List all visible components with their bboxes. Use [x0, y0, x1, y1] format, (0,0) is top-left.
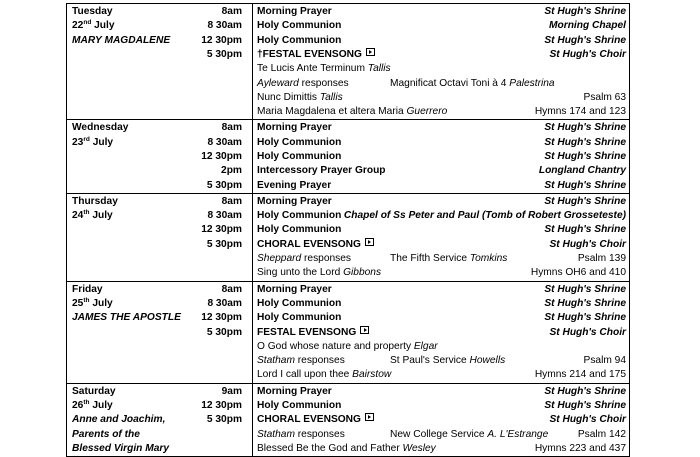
service-location: St Hugh's Shrine — [544, 195, 626, 207]
schedule-row — [67, 399, 629, 413]
service-name-text: Morning Prayer — [257, 6, 332, 17]
schedule-row — [67, 326, 629, 340]
service-time: 9am — [221, 385, 242, 397]
composer-name: Statham — [257, 355, 295, 367]
service-name — [257, 209, 341, 223]
date-label — [72, 136, 113, 150]
service-name-text: Intercessory Prayer Group — [257, 165, 386, 177]
date-number: 26 — [72, 400, 84, 412]
service-name — [257, 34, 341, 48]
music-item — [257, 105, 447, 119]
music-title: Lord I call upon thee — [257, 369, 353, 381]
service-name — [257, 223, 341, 237]
service-name-text: Holy Communion — [257, 20, 342, 32]
service-name — [257, 399, 341, 413]
day-block-thursday — [66, 193, 630, 281]
service-name — [257, 19, 341, 33]
service-name-text: Morning Prayer — [257, 195, 332, 207]
date-suffix: rd — [83, 135, 90, 143]
schedule-row — [67, 77, 629, 91]
service-name-text: Holy Communion — [257, 224, 342, 236]
date-label — [72, 209, 113, 223]
schedule-row — [67, 354, 629, 368]
service-schedule — [66, 0, 630, 454]
service-name-text: Morning Prayer — [257, 122, 332, 134]
setting-title: The Fifth Service — [390, 253, 470, 265]
service-name — [257, 121, 332, 135]
psalm-hymns: Hymns 174 and 123 — [534, 106, 626, 118]
composer-name: Sheppard — [257, 253, 302, 265]
schedule-row — [67, 150, 629, 164]
service-name-text: Holy Communion — [257, 400, 342, 412]
schedule-row — [67, 413, 629, 427]
service-name-text: CHORAL EVENSONG — [257, 238, 361, 250]
composer-name: Tomkins — [469, 253, 508, 265]
schedule-row — [67, 442, 629, 456]
psalm-hymns: Psalm 63 — [583, 91, 626, 103]
schedule-row — [67, 34, 629, 48]
canticle-setting — [390, 354, 505, 368]
service-location: St Hugh's Shrine — [544, 312, 626, 324]
service-name-text: Holy Communion — [257, 210, 342, 222]
schedule-row — [67, 19, 629, 33]
schedule-row — [67, 195, 629, 209]
service-time: 12 30pm — [201, 312, 242, 324]
composer-name: Bairstow — [352, 369, 392, 381]
music-title: Blessed Be the God and Father — [257, 442, 403, 454]
play-icon — [360, 326, 369, 334]
service-location: St Hugh's Shrine — [544, 385, 626, 397]
service-time: 8 30am — [207, 136, 242, 148]
schedule-row — [67, 428, 629, 442]
service-time: 8am — [221, 195, 242, 207]
service-location: St Hugh's Shrine — [544, 34, 626, 46]
play-icon — [365, 238, 374, 246]
service-name-text: Evening Prayer — [257, 179, 332, 191]
service-name-text: Holy Communion — [257, 150, 342, 162]
service-time: 8am — [221, 283, 242, 295]
service-time: 8am — [221, 122, 242, 134]
service-name — [257, 297, 341, 311]
service-name — [257, 164, 386, 178]
service-time: 2pm — [221, 165, 242, 177]
date-month: July — [92, 136, 114, 148]
service-time: 5 30pm — [206, 179, 242, 191]
schedule-row — [67, 105, 629, 119]
setting-title: Magnificat Octavi Toni à 4 — [390, 77, 510, 89]
psalm-hymns: Hymns 223 and 437 — [534, 442, 626, 454]
service-location: St Hugh's Shrine — [544, 136, 626, 148]
day-name: Wednesday — [72, 122, 129, 134]
day-name: Saturday — [72, 385, 116, 397]
schedule-row — [67, 48, 629, 62]
schedule-row — [67, 252, 629, 266]
composer-name: Gibbons — [343, 267, 382, 279]
day-block-friday — [66, 281, 630, 383]
schedule-row — [67, 340, 629, 354]
music-title: responses — [294, 428, 345, 440]
music-item — [257, 368, 391, 382]
service-location: St Hugh's Shrine — [544, 179, 626, 191]
service-location: St Hugh's Shrine — [544, 6, 626, 17]
schedule-row — [67, 121, 629, 135]
composer-name: Statham — [257, 428, 295, 440]
schedule-row — [67, 238, 629, 252]
day-block-saturday — [66, 383, 630, 457]
service-name — [257, 48, 362, 62]
music-item — [257, 442, 436, 456]
service-time: 12 30pm — [201, 34, 242, 46]
date-month: July — [94, 20, 115, 32]
service-time: 5 30pm — [206, 238, 242, 250]
date-number: 22 — [72, 20, 84, 32]
psalm-hymns: Psalm 139 — [577, 253, 626, 265]
service-name — [257, 179, 331, 193]
feast-name: MARY MAGDALENE — [72, 34, 171, 46]
schedule-row — [67, 91, 629, 105]
day-block-tuesday — [66, 3, 630, 119]
date-suffix: th — [83, 296, 90, 304]
music-title: Maria Magdalena et altera Maria — [257, 106, 407, 118]
music-title: Nunc Dimittis — [257, 91, 320, 103]
service-name-text: CHORAL EVENSONG — [257, 414, 361, 426]
date-month: July — [92, 297, 113, 309]
composer-name: Wesley — [402, 442, 436, 454]
date-number: 25 — [72, 297, 84, 309]
schedule-row — [67, 209, 629, 223]
schedule-row — [67, 297, 629, 311]
composer-name: Guerrero — [406, 106, 448, 118]
music-item — [257, 354, 345, 368]
date-number: 23 — [72, 136, 84, 148]
service-name-text: Holy Communion — [257, 297, 342, 309]
music-item — [257, 252, 351, 266]
day-name: Friday — [72, 283, 103, 295]
feast-name: Parents of the — [72, 428, 140, 440]
service-location: St Hugh's Choir — [549, 326, 626, 338]
canticle-setting — [390, 252, 507, 266]
service-name-text: Morning Prayer — [257, 283, 332, 295]
date-suffix: th — [83, 399, 90, 407]
service-name — [257, 326, 356, 340]
date-month: July — [92, 210, 113, 222]
schedule-row — [67, 164, 629, 178]
service-location: Chapel of Ss Peter and Paul (Tomb of Robert Grosseteste) — [343, 210, 626, 222]
service-name — [257, 385, 332, 399]
service-name-text: Morning Prayer — [257, 385, 332, 397]
music-item — [257, 340, 438, 354]
service-location: St Hugh's Shrine — [544, 122, 626, 134]
service-name — [257, 195, 332, 209]
music-item — [257, 91, 343, 105]
music-title: responses — [301, 253, 352, 265]
service-name — [257, 5, 332, 19]
service-time: 5 30pm — [206, 48, 242, 60]
schedule-row — [67, 283, 629, 297]
service-name — [257, 283, 332, 297]
service-location: St Hugh's Shrine — [544, 150, 626, 162]
service-time: 12 30pm — [201, 224, 242, 236]
feast-name: JAMES THE APOSTLE — [72, 312, 181, 324]
schedule-row — [67, 223, 629, 237]
schedule-row — [67, 62, 629, 76]
music-title: O God whose nature and property — [257, 340, 414, 352]
schedule-row — [67, 179, 629, 193]
date-label — [72, 399, 113, 413]
service-time: 5 30pm — [206, 414, 242, 426]
schedule-row — [67, 368, 629, 382]
composer-name: Ayleward — [257, 77, 299, 89]
service-time: 12 30pm — [201, 400, 242, 412]
service-location: St Hugh's Choir — [549, 238, 626, 250]
feast-name: Blessed Virgin Mary — [72, 442, 170, 454]
service-location: St Hugh's Shrine — [544, 224, 626, 236]
service-name-text: Holy Communion — [257, 312, 342, 324]
music-item — [257, 77, 349, 91]
day-block-wednesday — [66, 119, 630, 193]
music-title: responses — [298, 77, 349, 89]
composer-name: Howells — [469, 355, 506, 367]
service-time: 8am — [221, 6, 242, 17]
canticle-setting — [390, 428, 548, 442]
music-title: Te Lucis Ante Terminum — [257, 63, 368, 75]
music-item — [257, 62, 391, 76]
date-suffix: nd — [83, 19, 92, 27]
service-location: Longland Chantry — [538, 165, 626, 177]
date-month: July — [92, 400, 113, 412]
service-time: 5 30pm — [206, 326, 242, 338]
service-time: 8 30am — [207, 297, 242, 309]
psalm-hymns: Hymns 214 and 175 — [534, 369, 626, 381]
service-name-text: †FESTAL EVENSONG — [257, 48, 362, 60]
date-number: 24 — [72, 210, 84, 222]
composer-name: Elgar — [413, 340, 438, 352]
psalm-hymns: Psalm 142 — [577, 428, 626, 440]
play-icon — [365, 413, 374, 421]
service-location: St Hugh's Shrine — [544, 283, 626, 295]
service-location: Morning Chapel — [549, 20, 626, 32]
day-name: Thursday — [72, 195, 118, 207]
service-name — [257, 311, 341, 325]
music-title: responses — [294, 355, 345, 367]
service-time: 12 30pm — [201, 150, 242, 162]
schedule-row — [67, 311, 629, 325]
composer-name: Tallis — [319, 91, 343, 103]
service-time: 8 30am — [207, 210, 242, 222]
music-item — [257, 428, 345, 442]
service-name-text: Holy Communion — [257, 34, 342, 46]
schedule-row — [67, 136, 629, 150]
psalm-hymns: Psalm 94 — [583, 355, 626, 367]
composer-name: Palestrina — [509, 77, 555, 89]
service-location: St Hugh's Shrine — [544, 297, 626, 309]
psalm-hymns: Hymns OH6 and 410 — [530, 267, 626, 279]
date-label — [72, 297, 113, 311]
service-name-text: FESTAL EVENSONG — [257, 326, 357, 338]
canticle-setting — [390, 77, 555, 91]
feast-name: Anne and Joachim, — [72, 414, 166, 426]
service-time: 8 30am — [207, 20, 242, 32]
service-location: St Hugh's Choir — [549, 48, 626, 60]
service-location: St Hugh's Shrine — [544, 400, 626, 412]
music-title: Sing unto the Lord — [257, 267, 344, 279]
music-item — [257, 266, 381, 280]
schedule-row — [67, 385, 629, 399]
play-icon — [366, 48, 375, 56]
service-name — [257, 136, 341, 150]
service-location: St Hugh's Choir — [549, 414, 626, 426]
date-suffix: th — [83, 209, 90, 217]
setting-title: St Paul's Service — [390, 355, 470, 367]
schedule-row — [67, 5, 629, 19]
service-name-text: Holy Communion — [257, 136, 342, 148]
composer-name: Tallis — [367, 63, 391, 75]
composer-name: A. L'Estrange — [487, 428, 549, 440]
date-label — [72, 19, 115, 33]
schedule-row — [67, 266, 629, 280]
service-name — [257, 413, 361, 427]
day-name: Tuesday — [72, 6, 113, 17]
service-name — [257, 238, 361, 252]
setting-title: New College Service — [390, 428, 488, 440]
service-name — [257, 150, 341, 164]
